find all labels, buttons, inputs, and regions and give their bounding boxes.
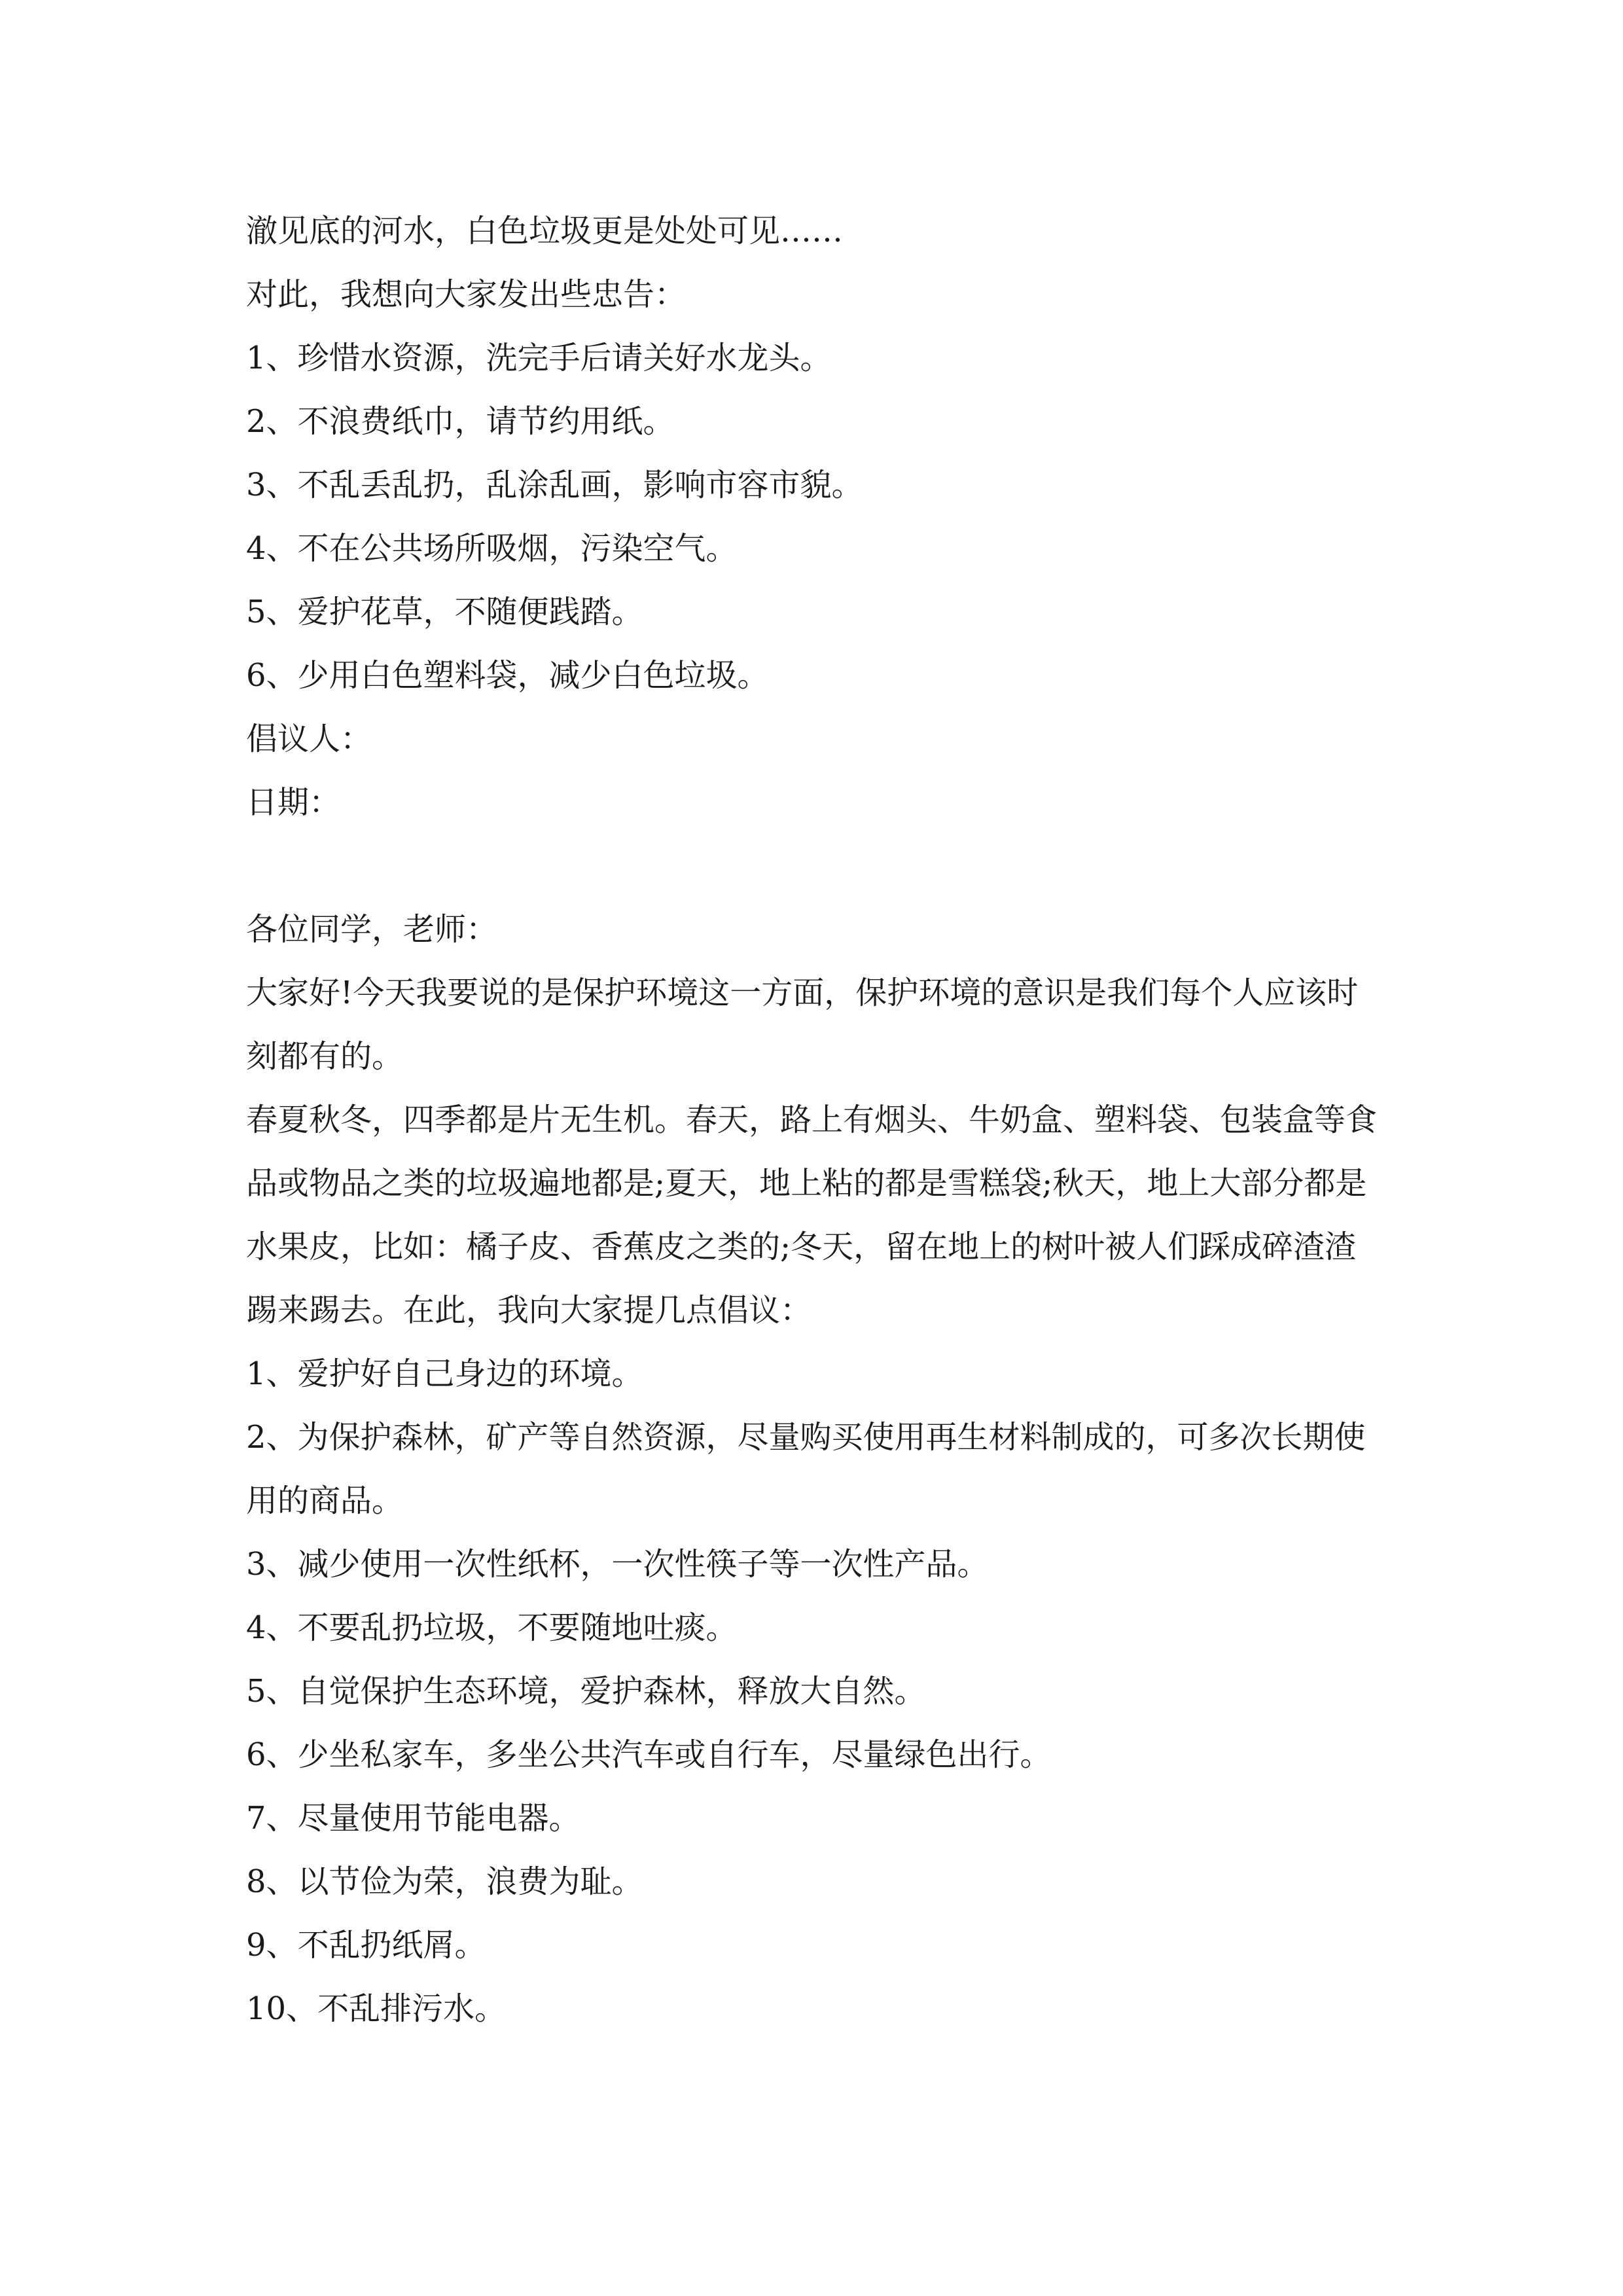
advice-item-6: 6、少用白色塑料袋，减少白色垃圾。 xyxy=(246,657,769,694)
salutation: 各位同学，老师： xyxy=(246,911,498,948)
advice-item-3: 3、不乱丢乱扔，乱涂乱画，影响市容市貌。 xyxy=(246,467,863,503)
proposal-item-10: 10、不乱排污水。 xyxy=(246,1990,507,2027)
seasons-paragraph: 春夏秋冬，四季都是片无生机。春天，路上有烟头、牛奶盒、塑料袋、包装盒等食品或物品之类的垃圾遍地都是;夏天，地上粘的都是雪糕袋;秋天，地上大部分都是水果皮，比如：橘子皮、香蕉皮之类的;冬天，留在地上的树叶被人们踩成碎渣渣踢来踢去。在此，我向大家提几点倡议： xyxy=(246,1102,1378,1329)
continuation-line: 澈见底的河水，白色垃圾更是处处可见…… xyxy=(246,213,844,249)
document-body xyxy=(246,200,1385,2041)
proposal-item-2: 2、为保护森林，矿产等自然资源，尽量购买使用再生材料制成的，可多次长期使用的商品。 xyxy=(246,1419,1366,1519)
advice-item-2: 2、不浪费纸巾，请节约用纸。 xyxy=(246,403,675,440)
proposal-item-1: 1、爱护好自己身边的环境。 xyxy=(246,1355,643,1392)
proposal-item-4: 4、不要乱扔垃圾，不要随地吐痰。 xyxy=(246,1609,738,1646)
proposal-item-6: 6、少坐私家车，多坐公共汽车或自行车，尽量绿色出行。 xyxy=(246,1736,1052,1773)
proposal-item-8: 8、以节俭为荣，浪费为耻。 xyxy=(246,1863,643,1900)
proposal-item-9: 9、不乱扔纸屑。 xyxy=(246,1927,486,1964)
advice-item-5: 5、爱护花草，不随便践踏。 xyxy=(246,594,643,630)
proposal-item-5: 5、自觉保护生态环境，爱护森林，释放大自然。 xyxy=(246,1673,926,1710)
proposer-label: 倡议人： xyxy=(246,721,372,757)
date-label: 日期： xyxy=(246,784,341,821)
section-spacer xyxy=(246,834,1385,898)
proposal-item-3: 3、减少使用一次性纸杯，一次性筷子等一次性产品。 xyxy=(246,1546,989,1583)
greeting-paragraph: 大家好!今天我要说的是保护环境这一方面，保护环境的意识是我们每个人应该时刻都有的。 xyxy=(246,975,1359,1075)
advice-intro: 对此，我想向大家发出些忠告： xyxy=(246,276,687,313)
advice-item-1: 1、珍惜水资源，洗完手后请关好水龙头。 xyxy=(246,340,832,376)
advice-item-4: 4、不在公共场所吸烟，污染空气。 xyxy=(246,530,738,567)
proposal-item-7: 7、尽量使用节能电器。 xyxy=(246,1800,580,1837)
